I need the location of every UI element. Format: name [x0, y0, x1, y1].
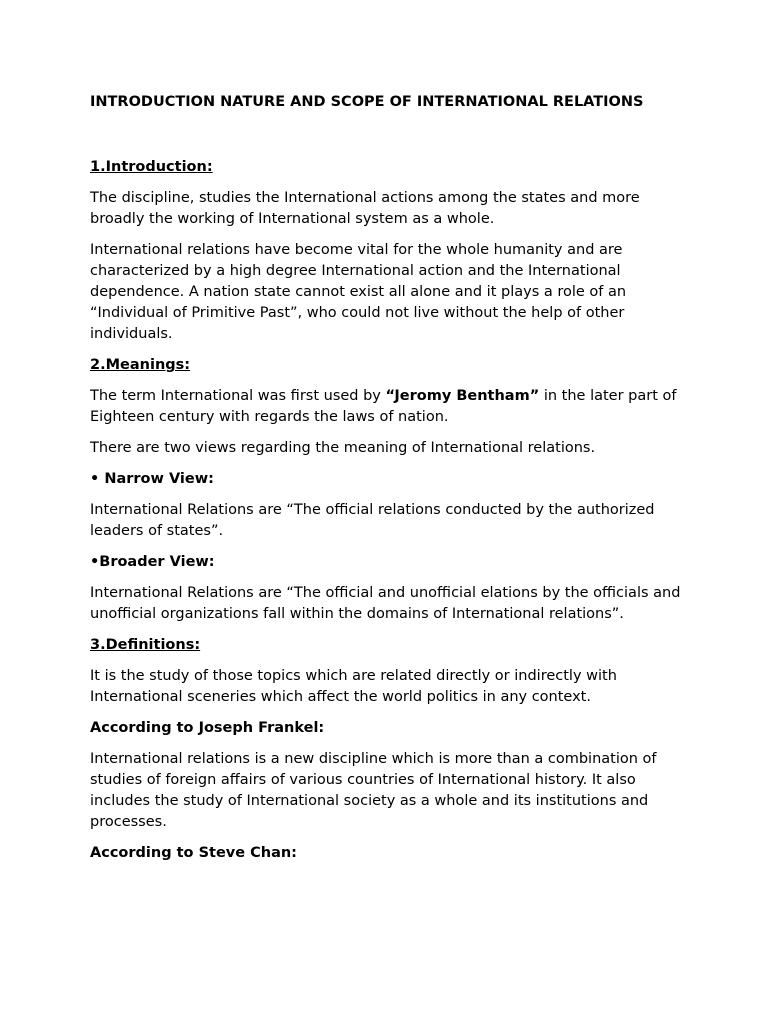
- broader-view-text: International Relations are “The official and unofficial elations by the officials and unofficial organizations fall within the domains of International relations”.: [90, 585, 681, 622]
- meanings-paragraph-1-end: in the later part of Eighteen century with regards the laws of nation.: [90, 388, 677, 425]
- narrow-view-heading: • Narrow View:: [90, 471, 214, 487]
- definitions-paragraph-1: It is the study of those topics which are related directly or indirectly with International sceneries which affect the world politics in any context.: [90, 668, 617, 705]
- meanings-paragraph-1: [90, 386, 682, 428]
- chan-heading: According to Steve Chan:: [90, 845, 297, 861]
- broader-view-heading: •Broader View:: [90, 554, 215, 570]
- narrow-view-text: International Relations are “The official relations conducted by the authorized leaders of states”.: [90, 502, 655, 539]
- introduction-paragraph-1: The discipline, studies the International actions among the states and more broadly the working of International system as a whole.: [90, 190, 640, 227]
- introduction-heading: 1.Introduction:: [90, 159, 213, 175]
- meanings-paragraph-1-start: The term International was first used by: [90, 388, 386, 404]
- frankel-text: International relations is a new discipline which is more than a combination of studies of foreign affairs of various countries of International history. It also includes the study of International society as a whole and its institutions and processes.: [90, 751, 657, 830]
- meanings-paragraph-2: There are two views regarding the meaning of International relations.: [90, 440, 596, 456]
- bentham-name: “Jeromy Bentham”: [385, 388, 540, 404]
- document-title: INTRODUCTION NATURE AND SCOPE OF INTERNATIONAL RELATIONS: [90, 94, 644, 110]
- meanings-heading: 2.Meanings:: [90, 357, 191, 373]
- document-body: [90, 92, 682, 874]
- frankel-heading: According to Joseph Frankel:: [90, 720, 325, 736]
- definitions-heading: 3.Definitions:: [90, 637, 201, 653]
- introduction-paragraph-2: International relations have become vital for the whole humanity and are characterized by a high degree International action and the International dependence. A nation state cannot exist all alone and it plays a role of an “Individual of Primitive Past”, who could not live without the help of other individuals.: [90, 242, 627, 342]
